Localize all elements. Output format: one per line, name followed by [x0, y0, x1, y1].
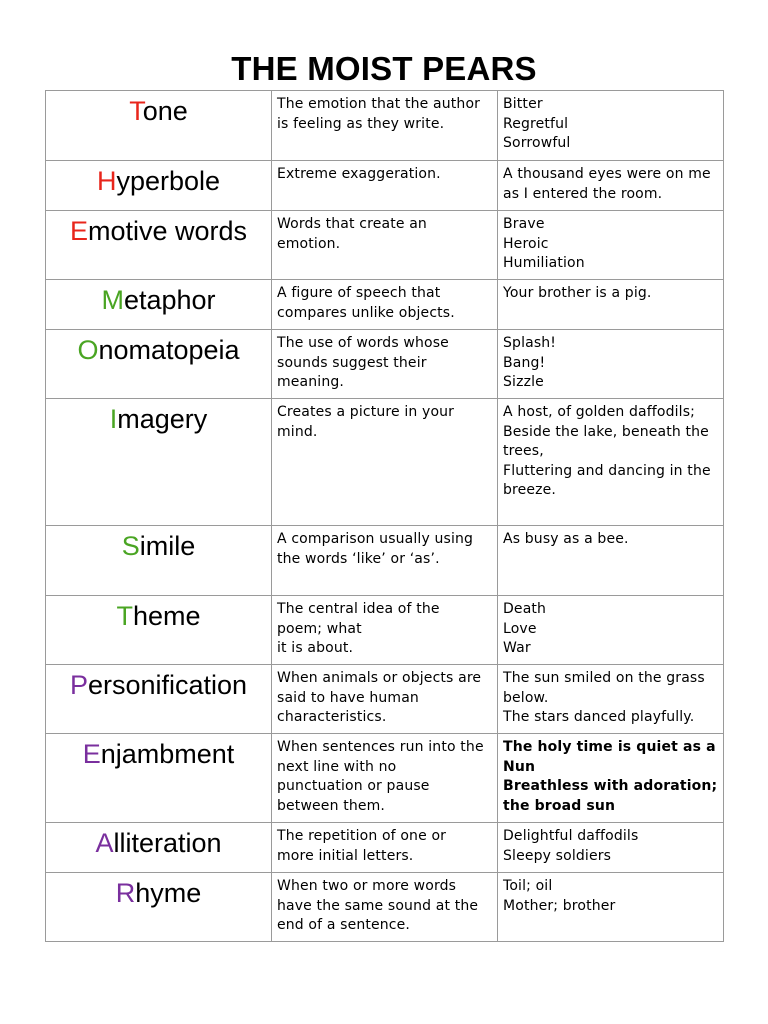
- example-line: Regretful: [503, 115, 569, 132]
- example-line: Sorrowful: [503, 135, 571, 152]
- term-cell: [46, 873, 272, 942]
- definition-line: When sentences run into the: [277, 739, 484, 755]
- table-row: [46, 161, 724, 211]
- example-line: The stars danced playfully.: [503, 709, 695, 726]
- example-line: Love: [503, 620, 537, 637]
- example-line: A host, of golden daffodils;: [503, 404, 696, 420]
- term-cell: [46, 399, 272, 526]
- definition-line: The repetition of one or: [277, 828, 447, 844]
- definition-line: emotion.: [277, 235, 341, 252]
- definition-line: said to have human: [277, 689, 419, 706]
- term-initial-letter: P: [69, 670, 88, 700]
- table-row: [46, 526, 724, 596]
- term-rest: imile: [139, 531, 196, 561]
- terms-table-body: [46, 91, 724, 942]
- table-row: [46, 873, 724, 942]
- example-line: Fluttering and dancing in the: [503, 462, 711, 479]
- example-line: Toil; oil: [503, 878, 553, 894]
- table-row: [46, 665, 724, 734]
- definition-line: A comparison usually using: [277, 531, 474, 547]
- example-line: Sizzle: [503, 374, 544, 391]
- definition-line: sounds suggest their: [277, 354, 427, 371]
- definition-line: mind.: [277, 423, 318, 440]
- example-line: Nun: [503, 758, 536, 775]
- definition-cell: [272, 734, 498, 823]
- example-line: Bitter: [503, 96, 543, 112]
- definition-line: next line with no: [277, 758, 397, 775]
- example-line: Splash!: [503, 335, 557, 351]
- term-initial-letter: H: [96, 166, 117, 196]
- example-line: trees,: [503, 443, 544, 460]
- example-cell: [498, 399, 724, 526]
- term-cell: [46, 526, 272, 596]
- definition-cell: [272, 161, 498, 211]
- definition-cell: [272, 280, 498, 330]
- example-line: breeze.: [503, 482, 557, 499]
- definition-line: between them.: [277, 797, 386, 814]
- term-rest: ersonification: [87, 670, 248, 700]
- example-line: Brave: [503, 216, 545, 232]
- example-cell: [498, 873, 724, 942]
- example-line: the broad sun: [503, 797, 616, 814]
- term-initial-letter: M: [101, 285, 124, 315]
- example-cell: [498, 161, 724, 211]
- definition-cell: [272, 823, 498, 873]
- definition-line: When two or more words: [277, 878, 457, 894]
- definition-line: The central idea of the: [277, 601, 440, 617]
- term-cell: [46, 280, 272, 330]
- table-row: [46, 734, 724, 823]
- table-row: [46, 211, 724, 280]
- definition-line: it is about.: [277, 640, 354, 657]
- term-initial-letter: S: [121, 531, 140, 561]
- example-cell: [498, 596, 724, 665]
- definition-line: poem; what: [277, 620, 362, 637]
- term-cell: [46, 161, 272, 211]
- term-initial-letter: T: [116, 601, 133, 631]
- definition-line: punctuation or pause: [277, 778, 430, 795]
- term-cell: [46, 211, 272, 280]
- term-rest: one: [142, 96, 188, 126]
- term-cell: [46, 823, 272, 873]
- definition-cell: [272, 211, 498, 280]
- term-cell: [46, 91, 272, 161]
- definition-line: When animals or objects are: [277, 670, 482, 686]
- example-line: The sun smiled on the grass: [503, 670, 705, 686]
- example-line: A thousand eyes were on me: [503, 166, 711, 182]
- example-line: Your brother is a pig.: [503, 285, 652, 301]
- example-line: Sleepy soldiers: [503, 847, 612, 864]
- term-rest: motive words: [87, 216, 248, 246]
- page-title: THE MOIST PEARS: [231, 50, 537, 87]
- example-line: Breathless with adoration;: [503, 778, 718, 795]
- example-line: Heroic: [503, 235, 549, 252]
- example-line: Delightful daffodils: [503, 828, 639, 844]
- definition-cell: [272, 330, 498, 399]
- table-row: [46, 596, 724, 665]
- definition-line: The use of words whose: [277, 335, 449, 351]
- term-initial-letter: R: [115, 878, 136, 908]
- term-rest: heme: [132, 601, 201, 631]
- term-rest: lliteration: [113, 828, 222, 858]
- table-row: [46, 823, 724, 873]
- example-cell: [498, 91, 724, 161]
- term-rest: magery: [117, 404, 208, 434]
- term-rest: etaphor: [123, 285, 216, 315]
- definition-cell: [272, 665, 498, 734]
- definition-cell: [272, 596, 498, 665]
- example-line: Mother; brother: [503, 897, 616, 914]
- example-line: below.: [503, 689, 549, 706]
- definition-line: The emotion that the author: [277, 96, 481, 112]
- table-row: [46, 280, 724, 330]
- example-line: Beside the lake, beneath the: [503, 423, 709, 440]
- definition-line: meaning.: [277, 374, 345, 391]
- example-cell: [498, 211, 724, 280]
- term-cell: [46, 330, 272, 399]
- term-rest: nomatopeia: [98, 335, 240, 365]
- definition-line: Words that create an: [277, 216, 427, 232]
- term-rest: yperbole: [116, 166, 221, 196]
- example-line: Bang!: [503, 354, 546, 371]
- definition-line: more initial letters.: [277, 847, 414, 864]
- table-row: [46, 91, 724, 161]
- example-cell: [498, 823, 724, 873]
- definition-cell: [272, 91, 498, 161]
- example-cell: [498, 526, 724, 596]
- table-row: [46, 330, 724, 399]
- definition-line: Creates a picture in your: [277, 404, 455, 420]
- term-cell: [46, 734, 272, 823]
- example-cell: [498, 330, 724, 399]
- definition-line: is feeling as they write.: [277, 115, 445, 132]
- definition-line: characteristics.: [277, 709, 387, 726]
- term-cell: [46, 596, 272, 665]
- term-initial-letter: A: [95, 828, 114, 858]
- example-line: Death: [503, 601, 547, 617]
- definition-line: A figure of speech that: [277, 285, 441, 301]
- definition-line: compares unlike objects.: [277, 304, 455, 321]
- term-initial-letter: E: [82, 739, 101, 769]
- definition-cell: [272, 526, 498, 596]
- term-initial-letter: O: [77, 335, 99, 365]
- definition-line: Extreme exaggeration.: [277, 166, 441, 182]
- example-cell: [498, 665, 724, 734]
- example-line: as I entered the room.: [503, 185, 663, 202]
- term-rest: hyme: [135, 878, 202, 908]
- term-initial-letter: I: [109, 404, 118, 434]
- example-cell: [498, 280, 724, 330]
- example-line: War: [503, 640, 531, 657]
- example-line: As busy as a bee.: [503, 531, 629, 547]
- definition-line: the words ‘like’ or ‘as’.: [277, 550, 440, 567]
- example-line: The holy time is quiet as a: [503, 739, 716, 755]
- term-rest: njambment: [100, 739, 235, 769]
- term-initial-letter: E: [69, 216, 88, 246]
- term-initial-letter: T: [129, 96, 143, 126]
- definition-cell: [272, 399, 498, 526]
- table-row: [46, 399, 724, 526]
- example-cell: [498, 734, 724, 823]
- definition-line: have the same sound at the: [277, 897, 479, 914]
- terms-table: [45, 90, 724, 942]
- term-cell: [46, 665, 272, 734]
- definition-line: end of a sentence.: [277, 917, 411, 934]
- definition-cell: [272, 873, 498, 942]
- example-line: Humiliation: [503, 255, 585, 272]
